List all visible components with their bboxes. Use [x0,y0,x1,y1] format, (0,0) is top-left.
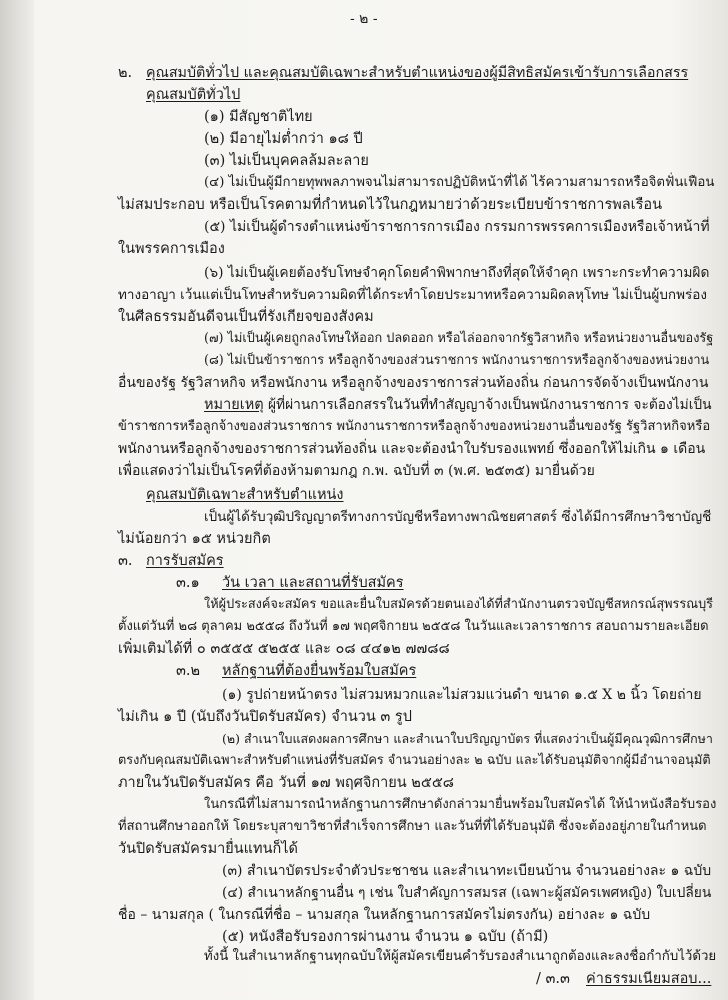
qualification-item-4-line-2: ไม่สมประกอบ หรือเป็นโรคตามที่กำหนดไว้ในกฎหมายว่าด้วยระเบียบข้าราชการพลเรือน [118,197,663,213]
qualification-item-1: (๑) มีสัญชาติไทย [204,109,313,125]
qualification-item-8-line-1: (๘) ไม่เป็นข้าราชการ หรือลูกจ้างของส่วนราชการ พนักงานราชการหรือลูกจ้างของหน่วยงาน [204,353,710,368]
document-2-line-3: ภายในวันปิดรับสมัคร คือ วันที่ ๑๗ พฤศจิกายน ๒๕๕๘ [118,775,454,791]
application-line-2: ตั้งแต่วันที่ ๒๘ ตุลาคม ๒๕๕๘ ถึงวันที่ ๑๗ พฤศจิกายน ๒๕๕๘ ในวันและเวลาราชการ สอบถามรายละเอียด [118,619,709,634]
document-1-line-1: (๑) รูปถ่ายหน้าตรง ไม่สวมหมวกและไม่สวมแว่นดำ ขนาด ๑.๕ X ๒ นิ้ว โดยถ่าย [222,687,702,703]
document-3: (๓) สำเนาบัตรประจำตัวประชาชน และสำเนาทะเบียนบ้าน จำนวนอย่างละ ๑ ฉบับ [222,863,712,879]
document-4-line-1: (๔) สำเนาหลักฐานอื่น ๆ เช่น ใบสำคัญการสมรส (เฉพาะผู้สมัครเพศหญิง) ใบเปลี่ยน [222,885,712,901]
exception-line-3: วันปิดรับสมัครมายื่นแทนก็ได้ [118,841,298,857]
document-4-line-2: ชื่อ – นามสกุล ( ในกรณีที่ชื่อ – นามสกุล ในหลักฐานการสมัครไม่ตรงกัน) อย่างละ ๑ ฉบับ [118,907,651,923]
qualification-item-4-line-1: (๔) ไม่เป็นผู้มีกายทุพพลภาพจนไม่สามารถปฏิบัติหน้าที่ได้ ไร้ความสามารถหรือจิตฟั่นเฟือน [204,175,715,190]
qualification-item-6-line-3: ในศีลธรรมอันดีจนเป็นที่รังเกียจของสังคม [118,309,374,325]
subsection-3-2-heading: หลักฐานที่ต้องยื่นพร้อมใบสมัคร [222,663,417,679]
note-label: หมายเหตุ [204,397,264,413]
qualification-item-3: (๓) ไม่เป็นบุคคลล้มละลาย [204,153,369,169]
note-line-1: ผู้ที่ผ่านการเลือกสรรในวันที่ทำสัญญาจ้างเป็นพนักงานราชการ จะต้องไม่เป็น [268,397,712,413]
specific-qualifications-heading: คุณสมบัติเฉพาะสำหรับตำแหน่ง [146,487,344,503]
section-2-number: ๒. [118,65,133,81]
qualification-item-2: (๒) มีอายุไม่ต่ำกว่า ๑๘ ปี [204,131,363,147]
document-2-line-2: ตรงกับคุณสมบัติเฉพาะสำหรับตำแหน่งที่รับสมัคร จำนวนอย่างละ ๒ ฉบับ และได้รับอนุมัติจากผู้มีอำนาจอนุมัติ [118,753,711,768]
note-line-2: ข้าราชการหรือลูกจ้างของส่วนราชการ พนักงานราชการหรือลูกจ้างของหน่วยงานอื่นของรัฐ รัฐวิสาหกิจหรือ [118,419,711,434]
specific-qualifications-line-2: ไม่น้อยกว่า ๑๕ หน่วยกิต [118,531,271,547]
document-5: (๕) หนังสือรับรองการผ่านงาน จำนวน ๑ ฉบับ (ถ้ามี) [222,929,549,945]
continuation-label: ค่าธรรมเนียมสอบ... [586,971,712,987]
qualification-item-5-line-1: (๕) ไม่เป็นผู้ดำรงตำแหน่งข้าราชการการเมือง กรรมการพรรคการเมืองหรือเจ้าหน้าที่ [204,219,710,235]
qualification-item-6-line-2: ทางอาญา เว้นแต่เป็นโทษสำหรับความผิดที่ได้กระทำโดยประมาทหรือความผิดลหุโทษ ไม่เป็นผู้บกพร่อง [118,287,707,303]
exception-line-2: ที่สถานศึกษาออกให้ โดยระบุสาขาวิชาที่สำเร็จการศึกษา และวันที่ที่ได้รับอนุมัติ ซึ่งจะต้องอยู่ภายในกำหนด [118,819,707,834]
exception-line-1: ในกรณีที่ไม่สามารถนำหลักฐานการศึกษาดังกล่าวมายื่นพร้อมใบสมัครได้ ให้นำหนังสือรับรอง [204,797,717,812]
qualification-item-5-line-2: ในพรรคการเมือง [118,241,225,257]
general-qualifications-heading: คุณสมบัติทั่วไป [146,87,241,103]
subsection-3-1-heading: วัน เวลา และสถานที่รับสมัคร [222,575,404,591]
note-line-4: เพื่อแสดงว่าไม่เป็นโรคที่ต้องห้ามตามกฎ ก.พ. ฉบับที่ ๓ (พ.ศ. ๒๕๓๕) มายื่นด้วย [118,463,595,479]
document-1-line-2: ไม่เกิน ๑ ปี (นับถึงวันปิดรับสมัคร) จำนวน ๓ รูป [118,709,412,725]
section-3-number: ๓. [118,553,133,569]
qualification-item-8-line-2: อื่นของรัฐ รัฐวิสาหกิจ หรือพนักงาน หรือลูกจ้างของราชการส่วนท้องถิ่น ก่อนการจัดจ้างเป็นพนักงาน [118,375,709,391]
document-2-line-1: (๒) สำเนาใบแสดงผลการศึกษา และสำเนาใบปริญญาบัตร ที่แสดงว่าเป็นผู้มีคุณวุฒิการศึกษา [222,731,713,746]
application-line-3: เพิ่มเติมได้ที่ ๐ ๓๕๕๕ ๕๒๕๕ และ ๐๘ ๔๔๑๒ ๗๗๘๘ [118,641,450,657]
subsection-3-1-number: ๓.๑ [176,575,200,591]
continuation-prefix: / ๓.๓ [536,971,570,987]
page-number: - ๒ - [350,11,378,27]
specific-qualifications-line-1: เป็นผู้ได้รับวุฒิปริญญาตรีทางการบัญชีหรือทางพาณิชยศาสตร์ ซึ่งได้มีการศึกษาวิชาบัญชี [204,509,712,525]
qualification-item-7: (๗) ไม่เป็นผู้เคยถูกลงโทษให้ออก ปลดออก หรือไล่ออกจากรัฐวิสาหกิจ หรือหน่วยงานอื่นของรัฐ [204,331,714,346]
application-line-1: ให้ผู้ประสงค์จะสมัคร ขอและยื่นใบสมัครด้วยตนเองได้ที่สำนักงานตรวจบัญชีสหกรณ์สุพรรณบุรี [204,597,714,612]
qualification-item-6-line-1: (๖) ไม่เป็นผู้เคยต้องรับโทษจำคุกโดยคำพิพากษาถึงที่สุดให้จำคุก เพราะกระทำความผิด [204,265,710,281]
note-line-3: พนักงานหรือลูกจ้างของราชการส่วนท้องถิ่น และจะต้องนำใบรับรองแพทย์ ซึ่งออกให้ไม่เกิน ๑ เดือน [118,441,706,457]
section-2-heading: คุณสมบัติทั่วไป และคุณสมบัติเฉพาะสำหรับตำแหน่งของผู้มีสิทธิสมัครเข้ารับการเลือกสรร [146,65,689,81]
subsection-3-2-number: ๓.๒ [176,663,201,679]
closing-note: ทั้งนี้ ในสำเนาหลักฐานทุกฉบับให้ผู้สมัครเขียนคำรับรองสำเนาถูกต้องและลงชื่อกำกับไว้ด้วย [204,949,717,964]
binding-shadow [0,0,34,1000]
section-3-heading: การรับสมัคร [146,553,224,569]
